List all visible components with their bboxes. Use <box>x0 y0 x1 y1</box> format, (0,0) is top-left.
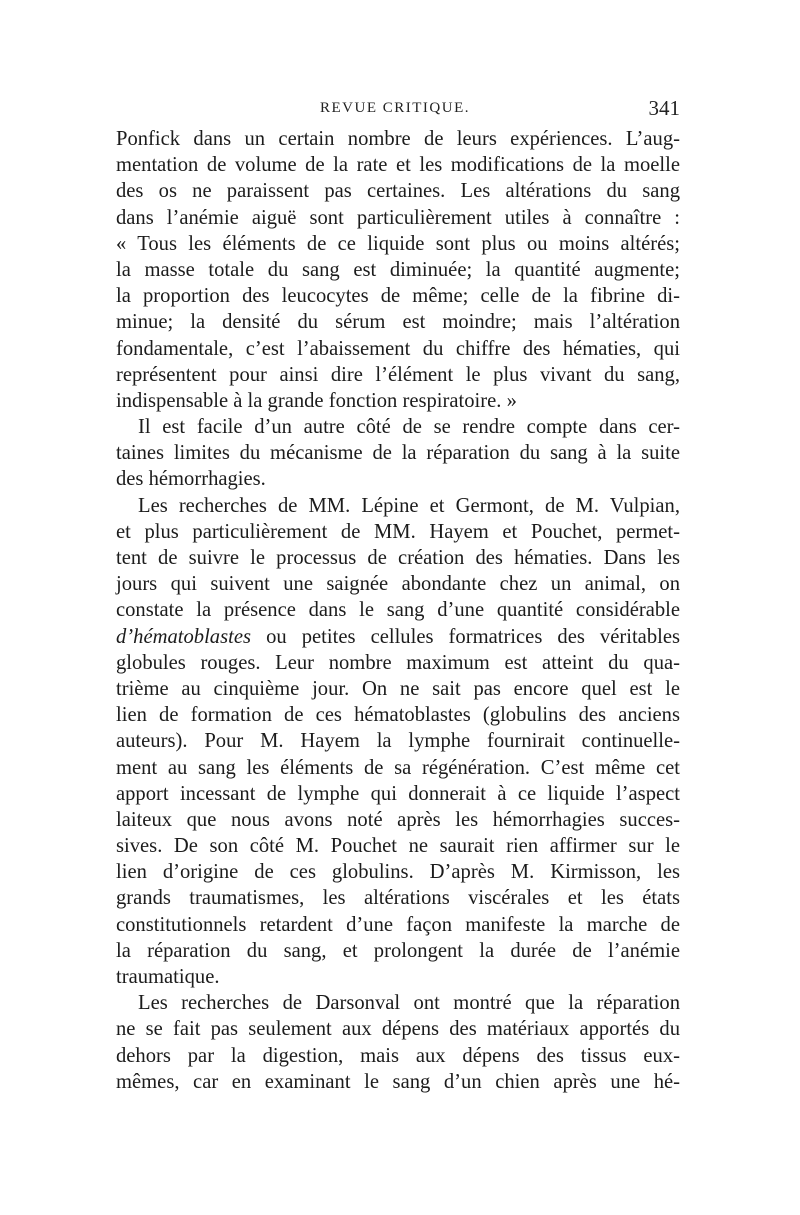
text-line: traumatique. <box>116 966 220 988</box>
text-line: trième au cinquième jour. On ne sait pas encore quel est le <box>116 677 680 700</box>
text-line: Ponfick dans un certain nombre de leurs expériences. L’aug- <box>116 128 680 150</box>
paragraph-start-line: Les recherches de Darsonval ont montré que la réparation <box>138 992 680 1015</box>
text-line: dans l’anémie aiguë sont particulièrement utiles à connaître : <box>116 206 680 229</box>
text-line: la proportion des leucocytes de même; celle de la fibrine di- <box>116 285 680 308</box>
italic-term: d’hématoblastes <box>116 625 251 648</box>
text-line: ment au sang les éléments de sa régénération. C’est même cet <box>116 756 680 779</box>
body-text <box>116 126 680 1095</box>
text-line: constate la présence dans le sang d’une quantité considérable <box>116 599 680 622</box>
text-line: représentent pour ainsi dire l’élément le plus vivant du sang, <box>116 363 680 386</box>
text-line: la réparation du sang, et prolongent la durée de l’anémie <box>116 939 680 962</box>
text-line: grands traumatismes, les altérations viscérales et les états <box>116 887 680 910</box>
text-line: constitutionnels retardent d’une façon manifeste la marche de <box>116 913 680 936</box>
text-line: « Tous les éléments de ce liquide sont plus ou moins altérés; <box>116 232 680 255</box>
running-head <box>116 96 680 122</box>
paragraph-start-line: Il est facile d’un autre côté de se rendre compte dans cer- <box>138 416 680 439</box>
text-line: laiteux que nous avons noté après les hémorrhagies succes- <box>116 808 680 831</box>
text-line: et plus particulièrement de MM. Hayem et Pouchet, permet- <box>116 520 680 543</box>
text-line: dehors par la digestion, mais aux dépens des tissus eux- <box>116 1044 680 1067</box>
paragraph-start-line: Les recherches de MM. Lépine et Germont, de M. Vulpian, <box>138 494 680 517</box>
text-line: des hémorrhagies. <box>116 468 266 491</box>
text-line: sives. De son côté M. Pouchet ne saurait rien affirmer sur le <box>116 835 680 858</box>
text-line-with-italic <box>116 624 680 650</box>
text-line: mêmes, car en examinant le sang d’un chien après une hé- <box>116 1070 680 1093</box>
text-line: apport incessant de lymphe qui donnerait à ce liquide l’aspect <box>116 782 680 805</box>
text-line: taines limites du mécanisme de la réparation du sang à la suite <box>116 442 680 465</box>
text-line: fondamentale, c’est l’abaissement du chiffre des hématies, qui <box>116 337 680 360</box>
text-fragment: ou petites cellules formatrices des véritables <box>266 625 680 648</box>
text-line: indispensable à la grande fonction respiratoire. » <box>116 389 517 412</box>
text-line: lien de formation de ces hématoblastes (globulins des anciens <box>116 704 680 727</box>
text-line: tent de suivre le processus de création des hématies. Dans les <box>116 547 680 569</box>
running-title: REVUE CRITIQUE. <box>320 100 470 116</box>
text-line: globules rouges. Leur nombre maximum est atteint du qua- <box>116 651 680 674</box>
text-line: jours qui suivent une saignée abondante chez un animal, on <box>116 573 680 596</box>
text-line: des os ne paraissent pas certaines. Les altérations du sang <box>116 180 680 203</box>
text-line: lien d’origine de ces globulins. D’après M. Kirmisson, les <box>116 861 680 884</box>
text-line: mentation de volume de la rate et les modifications de la moelle <box>116 154 680 177</box>
text-line: minue; la densité du sérum est moindre; mais l’altération <box>116 311 680 334</box>
text-line: la masse totale du sang est diminuée; la quantité augmente; <box>116 258 680 281</box>
text-line: ne se fait pas seulement aux dépens des matériaux apportés du <box>116 1018 680 1041</box>
text-line: auteurs). Pour M. Hayem la lymphe fournirait continuelle- <box>116 730 680 753</box>
page-number: 341 <box>648 96 680 120</box>
